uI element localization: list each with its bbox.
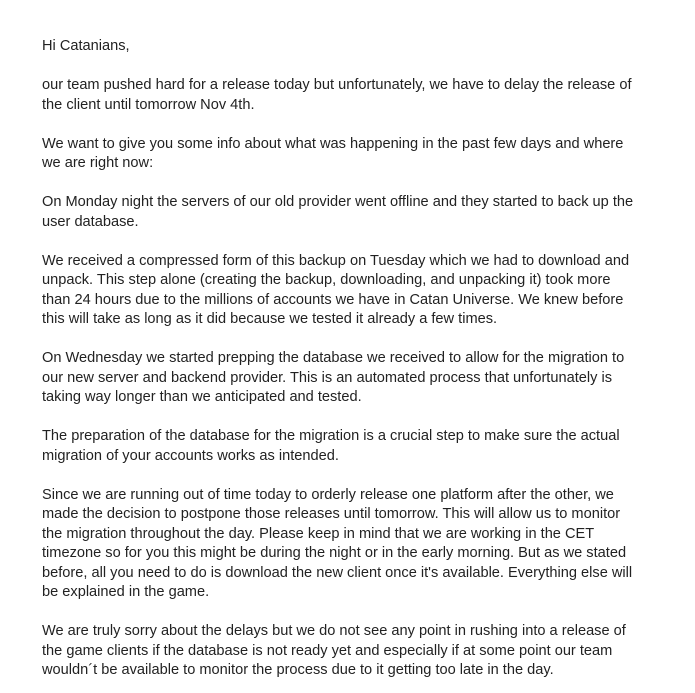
- letter-body: [42, 37, 642, 681]
- paragraph-delay-announcement: our team pushed hard for a release today but unfortunately, we have to delay the release of the client until tomorrow Nov 4th.: [42, 77, 632, 113]
- paragraph-apology: We are truly sorry about the delays but we do not see any point in rushing into a release of the game clients if the database is not ready yet and especially if at some point our team wouldn´t be available to monitor the process due to it getting too late in the day.: [42, 623, 626, 678]
- paragraph-info-intro: We want to give you some info about what was happening in the past few days and where we are right now:: [42, 135, 624, 171]
- paragraph-monday: On Monday night the servers of our old provider went offline and they started to back up the user database.: [42, 194, 634, 230]
- paragraph-tuesday: We received a compressed form of this backup on Tuesday which we had to download and unpack. This step alone (creating the backup, downloading, and unpacking it) took more than 24 hours due to the millions of accounts we have in Catan Universe. We knew before this will take as long as it did because we tested it already a few times.: [42, 252, 630, 327]
- paragraph-wednesday: On Wednesday we started prepping the database we received to allow for the migration to our new server and backend provider. This is an automated process that unfortunately is taking way longer than we anticipated and tested.: [42, 350, 625, 405]
- paragraph-preparation: The preparation of the database for the migration is a crucial step to make sure the actual migration of your accounts works as intended.: [42, 428, 620, 464]
- paragraph-postpone: Since we are running out of time today to orderly release one platform after the other, we made the decision to postpone those releases until tomorrow. This will allow us to monitor the migration throughout the day. Please keep in mind that we are working in the CET timezone so for you this might be during the night or in the early morning. But as we stated before, all you need to do is download the new client once it's available. Everything else will be explained in the game.: [42, 486, 633, 600]
- greeting: Hi Catanians,: [42, 38, 130, 54]
